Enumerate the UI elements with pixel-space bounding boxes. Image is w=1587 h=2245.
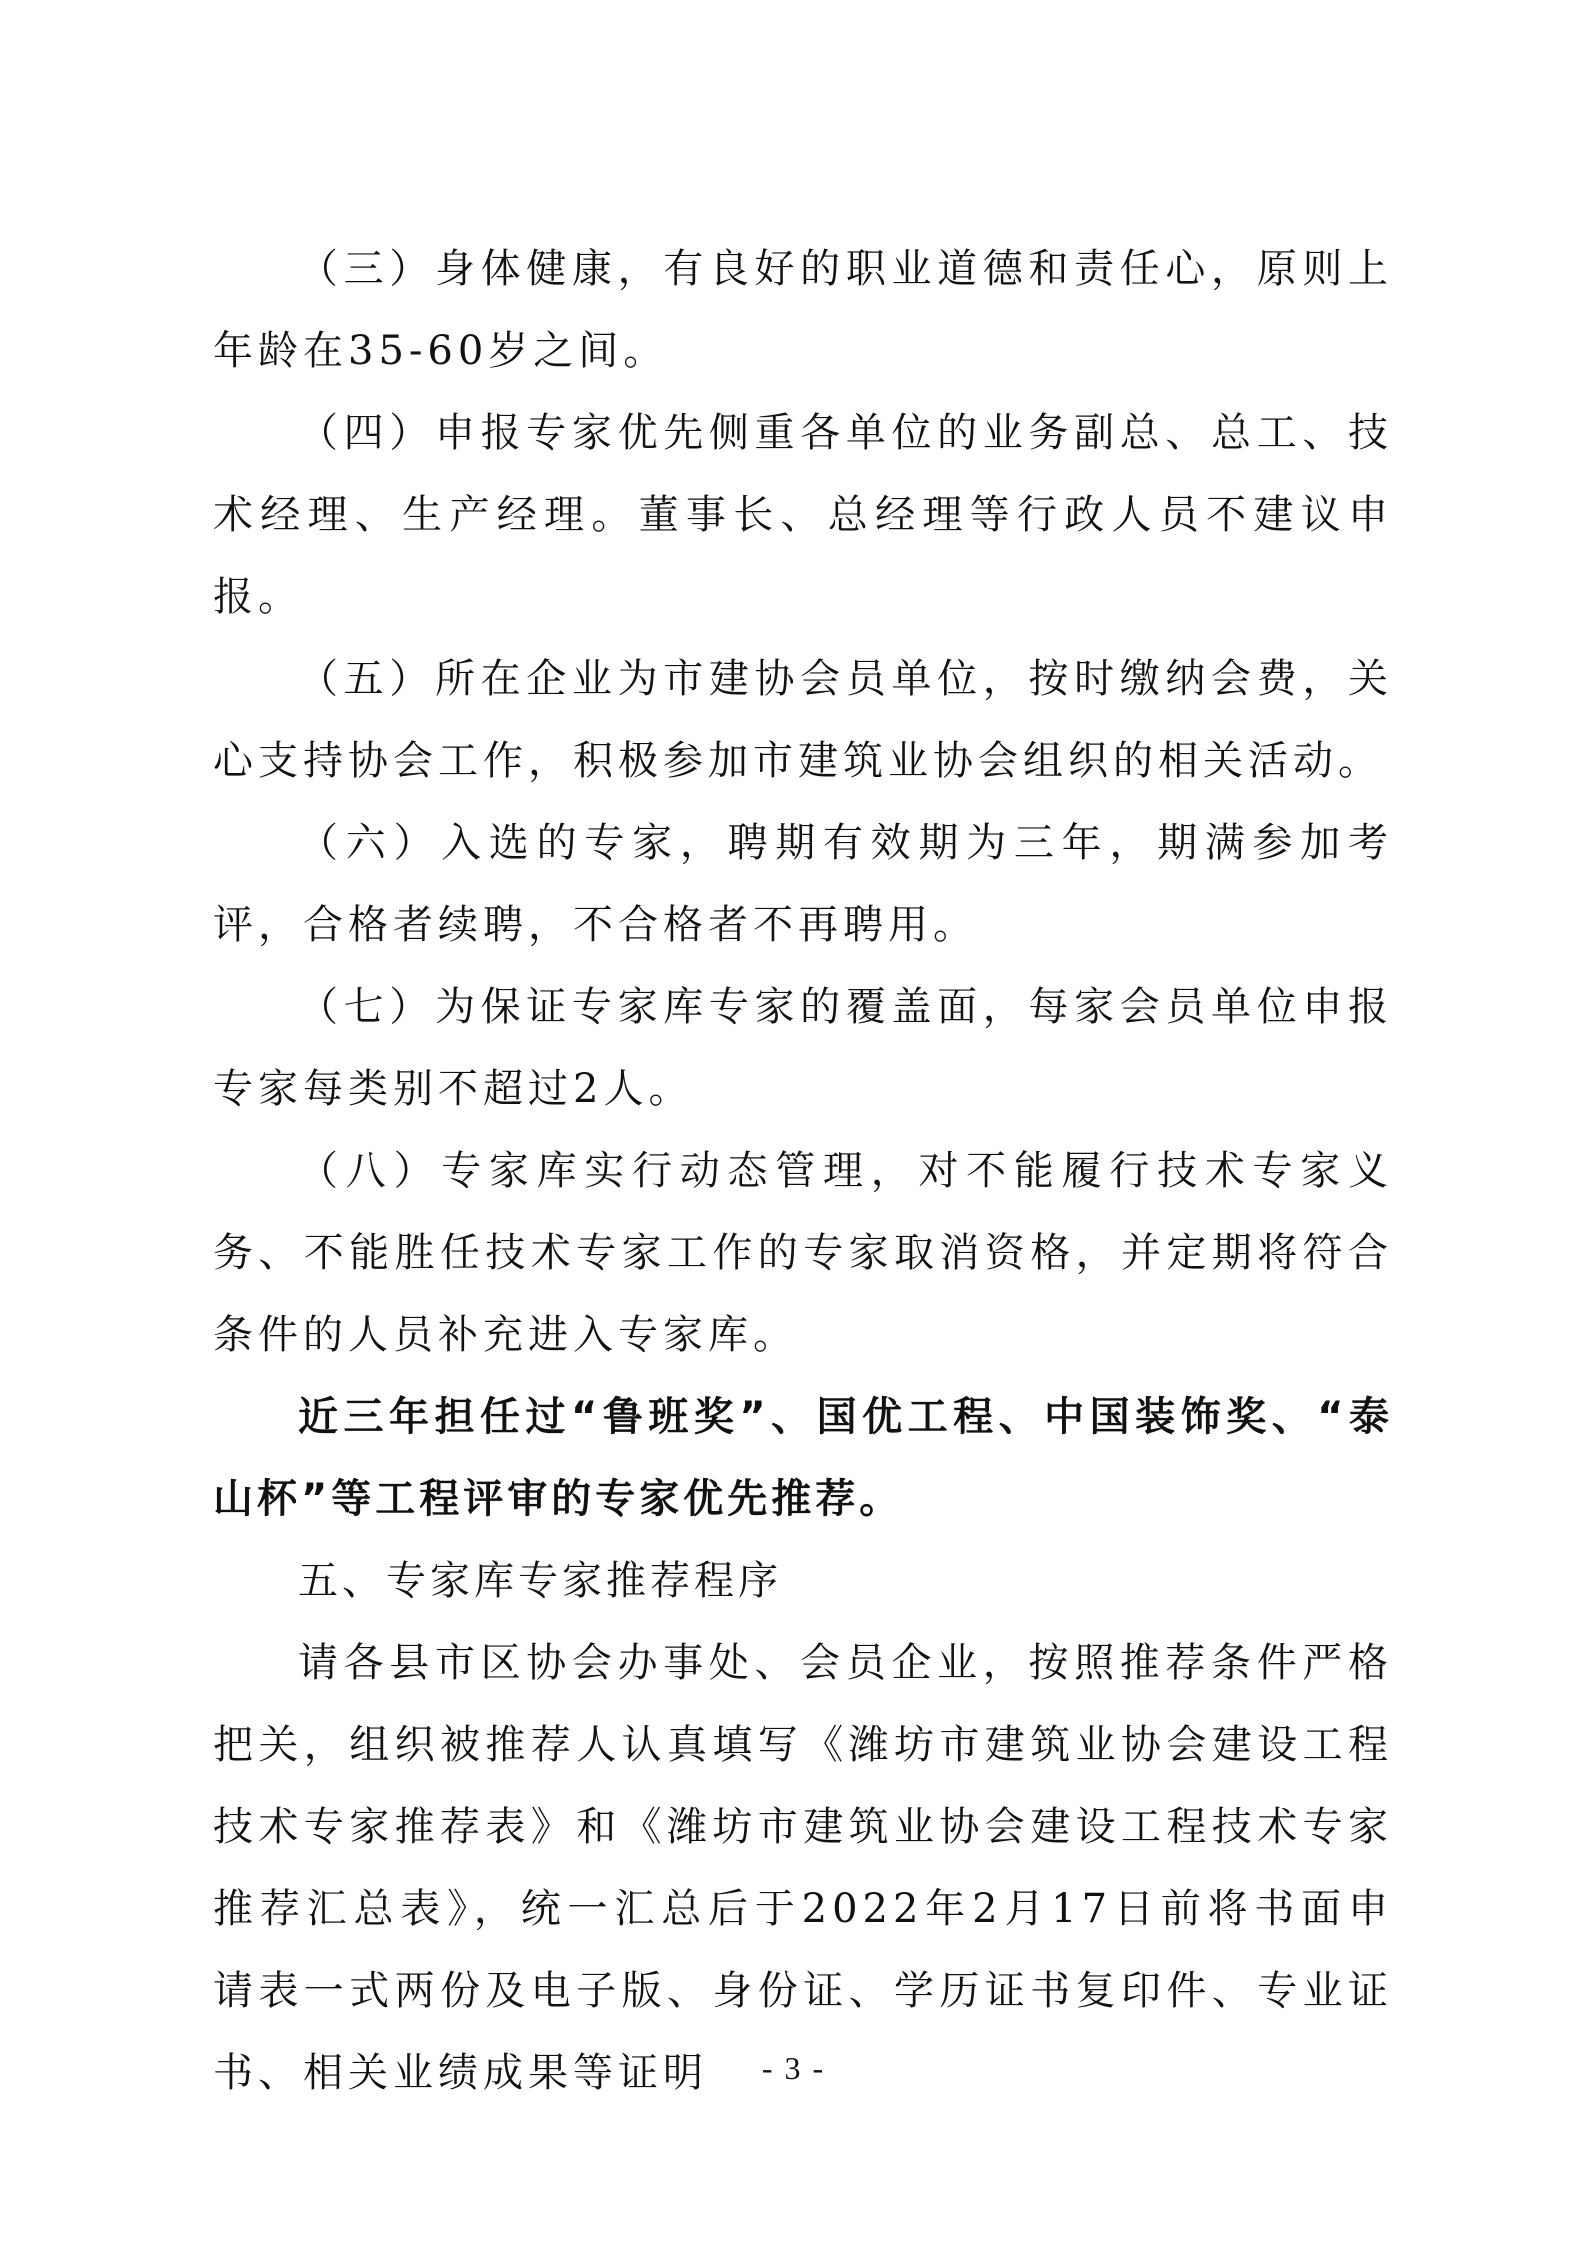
paragraph-priority-recommendation: 近三年担任过“鲁班奖”、国优工程、中国装饰奖、“泰山杯”等工程评审的专家优先推荐。 (213, 1394, 1393, 1522)
paragraph-health-requirement: （三）身体健康，有良好的职业道德和责任心，原则上年龄在35-60岁之间。 (213, 246, 1393, 374)
section-body-paragraph: 请各县市区协会办事处、会员企业，按照推荐条件严格把关，组织被推荐人认真填写《潍坊市建筑业协会建设工程技术专家推荐表》和《潍坊市建筑业协会建设工程技术专家推荐汇总表》，统一汇总后于2022年2月17日前将书面申请表一式两份及电子版、身份证、学历证书复印件、专业证书、相关业绩成果等证明 (213, 1640, 1393, 2096)
section-heading: 五、专家库专家推荐程序 (298, 1558, 782, 1604)
paragraph-dynamic-management: （八）专家库实行动态管理，对不能履行技术专家义务、不能胜任技术专家工作的专家取消资格，并定期将符合条件的人员补充进入专家库。 (213, 1148, 1393, 1358)
paragraph-coverage-limit: （七）为保证专家库专家的覆盖面，每家会员单位申报专家每类别不超过2人。 (213, 984, 1393, 1112)
paragraph-term-of-appointment: （六）入选的专家，聘期有效期为三年，期满参加考评，合格者续聘，不合格者不再聘用。 (213, 820, 1393, 948)
paragraph-position-priority: （四）申报专家优先侧重各单位的业务副总、总工、技术经理、生产经理。董事长、总经理等行政人员不建议申报。 (213, 410, 1393, 620)
page-number: - 3 - (761, 2050, 826, 2086)
document-body (213, 228, 1393, 2114)
paragraph-member-unit: （五）所在企业为市建协会员单位，按时缴纳会费，关心支持协会工作，积极参加市建筑业协会组织的相关活动。 (213, 656, 1393, 784)
